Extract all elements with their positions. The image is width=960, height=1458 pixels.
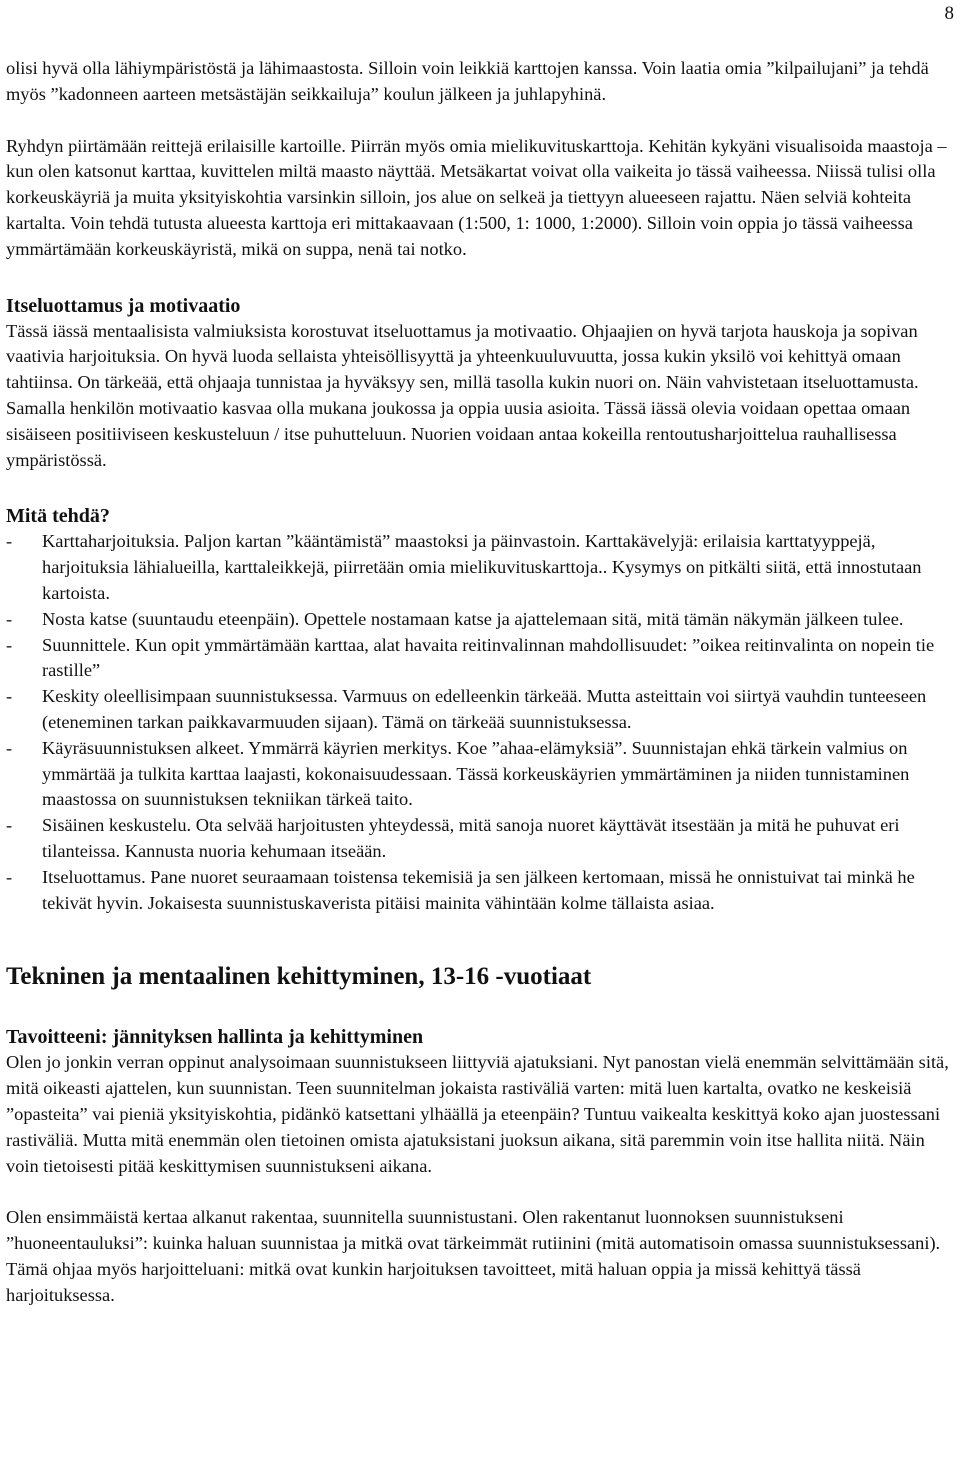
what-to-do-list (6, 529, 951, 916)
list-item (6, 684, 951, 736)
dash-bullet: - (6, 531, 13, 552)
section-heading-confidence: Itseluottamus ja motivaatio (6, 294, 241, 317)
list-item (6, 529, 951, 606)
list-item-text: Karttaharjoituksia. Paljon kartan ”kääntämistä” maastoksi ja päinvastoin. Karttakävelyjä: erilaisia karttatyyppejä, harjoituksia lähialueilla, karttaleikkejä, piirretään omia mielikuvituskarttoja.. Kysymys on pitkälti siitä, että innostutaan kartoista. (42, 531, 922, 603)
page-number: 8 (944, 3, 954, 24)
mapping-paragraph: Ryhdyn piirtämään reittejä erilaisille kartoille. Piirrän myös omia mielikuvituskarttoja. Kehitän kykyäni visualisoida maastoja – kun olen katsonut karttaa, kuvittelen miltä maasto näyttää. Metsäkartat voivat olla vaikeita jo tässä vaiheessa. Niissä tulisi olla korkeuskäyriä ja muita yksityiskohtia varsinkin silloin, jos alue on selkeä ja tiettyyn alueeseen rajattu. Näen selviä kohteita kartalta. Voin tehdä tutusta alueesta karttoja eri mittakaavaan (1:500, 1: 1000, 1:2000). Silloin voin oppia jo tässä vaiheessa ymmärtämään korkeuskäyristä, mikä on suppa, nenä tai notko. (6, 135, 947, 259)
section-heading-what-to-do: Mitä tehdä? (6, 505, 110, 528)
list-item (6, 813, 951, 865)
list-item-text: Nosta katse (suuntaudu eteenpäin). Opettele nostamaan katse ja ajattelemaan sitä, mitä tämän näkymän jälkeen tulee. (42, 608, 904, 629)
chapter-paragraph-1: Olen jo jonkin verran oppinut analysoimaan suunnistukseen liittyviä ajatuksiani. Nyt panostan vielä enemmän selvittämään sitä, mitä oikeasti ajattelen, kun suunnistan. Teen suunnitelman jokaista rastiväliä varten: mitä luen kartalta, ovatko ne keskeisiä ”opasteita” vai pieniä yksityiskohtia, pidänkö katsettani ylhäällä ja eteenpäin? Tuntuu vaikealta keskittyä koko ajan juostessani rastiväliä. Mutta mitä enemmän olen tietoinen omista ajatuksistani juoksun aikana, sitä paremmin voin itse hallita niitä. Näin voin tietoisesti pitää keskittymisen suunnistukseni aikana. (6, 1052, 949, 1176)
list-item (6, 736, 951, 813)
list-item (6, 633, 951, 685)
dash-bullet: - (6, 815, 13, 836)
dash-bullet: - (6, 608, 13, 629)
chapter-paragraph-2: Olen ensimmäistä kertaa alkanut rakentaa, suunnitella suunnistustani. Olen rakentanut luonnoksen suunnistukseni ”huoneentauluksi”: kuinka haluan suunnistaa ja mitkä ovat tärkeimmät rutiinini (mitä automatisoin omassa suunnistuksessani). Tämä ohjaa myös harjoitteluani: mitkä ovat kunkin harjoituksen tavoitteet, mitä haluan oppia ja missä kehittyä tässä harjoituksessa. (6, 1207, 941, 1305)
list-item-text: Suunnittele. Kun opit ymmärtämään karttaa, alat havaita reitinvalinnan mahdollisuudet: ”oikea reitinvalinta on nopein tie rastille” (42, 634, 935, 681)
dash-bullet: - (6, 686, 13, 707)
chapter-heading: Tekninen ja mentaalinen kehittyminen, 13-16 -vuotiaat (6, 963, 592, 991)
list-item-text: Sisäinen keskustelu. Ota selvää harjoitusten yhteydessä, mitä sanoja nuoret käyttävät itsestään ja mitä he puhuvat eri tilanteissa. Kannusta nuoria kehumaan itseään. (42, 815, 900, 861)
dash-bullet: - (6, 634, 13, 655)
dash-bullet: - (6, 737, 13, 758)
document-body (6, 56, 951, 1308)
confidence-paragraph: Tässä iässä mentaalisista valmiuksista korostuvat itseluottamus ja motivaatio. Ohjaajien on hyvä tarjota hauskoja ja sopivan vaativia harjoituksia. On hyvä luoda sellaista yhteisöllisyyttä ja yhteenkuuluvuutta, jossa kukin yksilö voi kehittyä omaan tahtiinsa. On tärkeää, että ohjaaja tunnistaa ja hyväksyy sen, millä tasolla kukin nuori on. Näin vahvistetaan itseluottamusta. Samalla henkilön motivaatio kasvaa olla mukana joukossa ja oppia uusia asioita. Tässä iässä olevia voidaan opettaa omaan sisäiseen positiiviseen keskusteluun / itse puhutteluun. Nuorien voidaan antaa kokeilla rentoutusharjoittelua rauhallisessa ympäristössä. (6, 320, 919, 470)
list-item (6, 865, 951, 917)
list-item-text: Keskity oleellisimpaan suunnistuksessa. Varmuus on edelleenkin tärkeää. Mutta asteittain voi siirtyä vauhdin tunteeseen (eteneminen tarkan paikkavarmuuden sijaan). Tämä on tärkeää suunnistuksessa. (42, 686, 927, 732)
list-item-text: Itseluottamus. Pane nuoret seuraamaan toistensa tekemisiä ja sen jälkeen kertomaan, missä he onnistuivat tai minkä he tekivät hyvin. Jokaisesta suunnistuskaverista pitäisi mainita vähintään kolme tällaista asiaa. (42, 866, 915, 913)
chapter-subheading: Tavoitteeni: jännityksen hallinta ja kehittyminen (6, 1026, 424, 1049)
intro-paragraph: olisi hyvä olla lähiympäristöstä ja lähimaastosta. Silloin voin leikkiä karttojen kanssa. Voin laatia omia ”kilpailujani” ja tehdä myös ”kadonneen aarteen metsästäjän seikkailuja” koulun jälkeen ja juhlapyhinä. (6, 58, 929, 104)
list-item (6, 607, 951, 633)
dash-bullet: - (6, 866, 13, 887)
list-item-text: Käyräsuunnistuksen alkeet. Ymmärrä käyrien merkitys. Koe ”ahaa-elämyksiä”. Suunnistajan ehkä tärkein valmius on ymmärtää ja tulkita karttaa laajasti, kokonaisuudessaan. Tässä korkeuskäyrien ymmärtäminen ja niiden tunnistaminen maastossa on suunnistuksen tekniikan tärkeä taito. (42, 737, 910, 810)
